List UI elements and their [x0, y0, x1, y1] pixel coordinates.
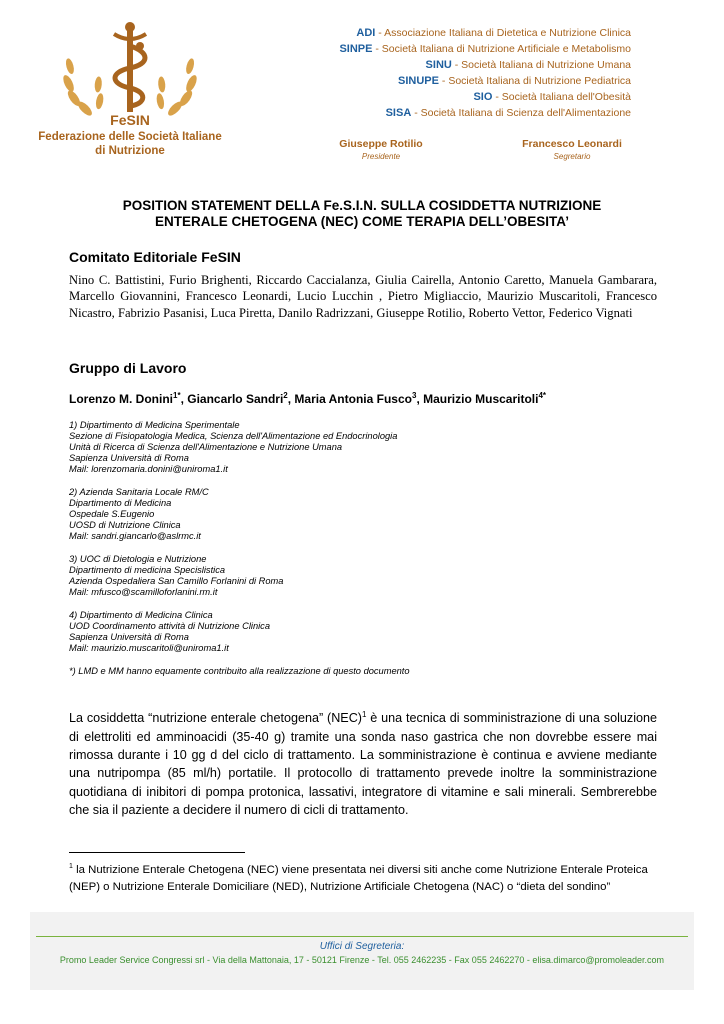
author-name: Maria Antonia Fusco	[294, 392, 412, 406]
document-title	[50, 198, 674, 230]
document-title-line: ENTERALE CHETOGENA (NEC) COME TERAPIA DELL’OBESITA’	[154, 214, 570, 229]
society-sio	[473, 91, 631, 103]
society-abbr: ADI	[356, 27, 376, 39]
affiliation-line: 1) Dipartimento di Medicina Sperimentale	[69, 420, 240, 430]
intro-paragraph	[69, 706, 657, 820]
paragraph-text: La cosiddetta “nutrizione enterale chetogena” (NEC)	[69, 711, 362, 726]
footer-divider	[36, 936, 688, 937]
author: Lorenzo M. Donini$^{1*}$,	[69, 391, 188, 406]
society-abbr: SINUPE	[398, 75, 439, 87]
contribution-note: *) LMD e MM hanno equamente contribuito alla realizzazione di questo documento	[69, 666, 410, 676]
president-role: Presidente	[361, 152, 401, 161]
society-sinupe	[398, 75, 631, 87]
committee-members: Nino C. Battistini, Furio Brighenti, Riccardo Caccialanza, Giulia Cairella, Antonio Caretto, Manuela Gambarara, Marcello Giovannini, Francesco Leonardi, Lucio Lucchin , Pietro Migliaccio, Maurizio Muscaritoli, Francesco Nicastro, Fabrizio Pasanisi, Luca Piretta, Danilo Radrizzani, Giuseppe Rotilio, Roberto Vettor, Federico Vignati	[69, 273, 657, 320]
footnote-number: 1	[69, 863, 73, 870]
society-name: - Società Italiana di Nutrizione Pediatrica	[438, 75, 631, 87]
affiliation-line: Unità di Ricerca di Scienza dell'Alimentazione e Nutrizione Umana	[69, 442, 343, 452]
footer-contact: Promo Leader Service Congressi srl - Via della Mattonaia, 17 - 50121 Firenze - Tel. 055 2462235 - Fax 055 2462270 - elisa.dimarco@promoleader.com	[59, 955, 665, 965]
author-list	[69, 391, 546, 406]
affiliation-line: 3) UOC di Dietologia e Nutrizione	[69, 554, 207, 564]
paragraph-text: è una tecnica di somministrazione di una soluzione di elettroliti ed amminoacidi (35-40 g) tramite una sonda naso gastrica che non dovrebbe essere mai rimossa durante i 10 gg d del ciclo di trattamento. La somministrazione è continua e avviene mediante una nutripompa (85 ml/h) portatile. Il protocollo di trattamento prevede inoltre la somministrazione quotidiana di inibitori di pompa protonica, lassativi, integratore di vitamine e sali minerali. Sembrerebbe che sia il paziente a decidere il numero di cicli di trattamento.	[69, 711, 657, 818]
affiliation-3	[69, 554, 283, 598]
affiliation-4	[69, 610, 270, 654]
footnote	[69, 858, 657, 896]
author-affiliation-ref: 4*	[538, 391, 547, 400]
affiliation-line: Dipartimento di Medicina	[69, 498, 172, 508]
author-affiliation-ref: 1*	[173, 391, 181, 400]
president-name: Giuseppe Rotilio	[339, 138, 423, 150]
affiliation-line: Sapienza Università di Roma	[69, 453, 189, 463]
affiliation-email[interactable]: Mail: sandri.giancarlo@aslrmc.it	[69, 531, 201, 541]
author-name: Giancarlo Sandri	[187, 392, 284, 406]
author: Giancarlo Sandri$^2$,	[187, 391, 295, 406]
affiliation-email[interactable]: Mail: lorenzomaria.donini@uniroma1.it	[69, 464, 228, 474]
footnote-ref[interactable]: 1	[362, 710, 367, 719]
society-abbr: SINPE	[339, 43, 373, 55]
author-affiliation-ref: 2	[283, 391, 288, 400]
society-name: - Associazione Italiana di Dietetica e Nutrizione Clinica	[375, 27, 631, 39]
society-abbr: SIO	[473, 91, 493, 103]
affiliation-line: Ospedale S.Eugenio	[69, 509, 155, 519]
author-name: Lorenzo M. Donini	[69, 392, 173, 406]
logo-name: FeSIN	[110, 112, 150, 128]
society-name: - Società Italiana di Scienza dell'Alimentazione	[411, 107, 631, 119]
committee-heading: Comitato Editoriale FeSIN	[69, 249, 241, 265]
society-name: - Società Italiana di Nutrizione Artificiale e Metabolismo	[372, 43, 631, 55]
author-name: Maurizio Muscaritoli	[423, 392, 539, 406]
society-name: - Società Italiana di Nutrizione Umana	[451, 59, 631, 71]
secretary-role: Segretario	[553, 152, 591, 161]
society-abbr: SISA	[385, 107, 412, 119]
affiliation-line: Sezione di Fisiopatologia Medica, Scienza dell'Alimentazione ed Endocrinologia	[69, 431, 398, 441]
affiliation-2	[69, 487, 209, 542]
affiliation-email[interactable]: Mail: maurizio.muscaritoli@uniroma1.it	[69, 643, 229, 653]
society-sisa	[386, 107, 631, 119]
logo-subtitle-line: di Nutrizione	[95, 145, 165, 157]
footer-title: Uffici di Segreteria:	[319, 941, 405, 952]
affiliation-email[interactable]: Mail: mfusco@scamilloforlanini.rm.it	[69, 587, 218, 597]
society-name: - Società Italiana dell'Obesità	[492, 91, 631, 103]
working-group-heading: Gruppo di Lavoro	[69, 360, 187, 376]
affiliation-line: Sapienza Università di Roma	[69, 632, 189, 642]
footnote-text: la Nutrizione Enterale Chetogena (NEC) viene presentata nei diversi siti anche come Nutrizione Enterale Proteica (NEP) o Nutrizione Enterale Domiciliare (NED), Nutrizione Artificiale Chetogena (NAC) o “dieta del sondino”	[69, 863, 648, 893]
society-sinpe	[339, 43, 631, 55]
author	[423, 392, 546, 406]
document-title-line: POSITION STATEMENT DELLA Fe.S.I.N. SULLA COSIDDETTA NUTRIZIONE	[122, 198, 602, 213]
affiliation-line: UOSD di Nutrizione Clinica	[69, 520, 181, 530]
secretary-name: Francesco Leonardi	[522, 138, 622, 150]
affiliation-line: Azienda Ospedaliera San Camillo Forlanini di Roma	[69, 576, 284, 586]
author: Maria Antonia Fusco$^3$,	[294, 391, 424, 406]
author-affiliation-ref: 3	[411, 391, 417, 400]
affiliation-1	[69, 420, 397, 475]
affiliation-line: UOD Coordinamento attività di Nutrizione Clinica	[69, 621, 270, 631]
society-adi	[356, 27, 631, 39]
affiliation-line: 4) Dipartimento di Medicina Clinica	[69, 610, 213, 620]
logo-subtitle	[30, 130, 230, 158]
society-sinu	[426, 59, 631, 71]
affiliation-line: 2) Azienda Sanitaria Locale RM/C	[69, 487, 209, 497]
logo-subtitle-line: Federazione delle Società Italiane	[38, 131, 222, 143]
footnote-divider	[69, 852, 245, 853]
society-abbr: SINU	[425, 59, 452, 71]
affiliation-line: Dipartimento di medicina Specislistica	[69, 565, 226, 575]
